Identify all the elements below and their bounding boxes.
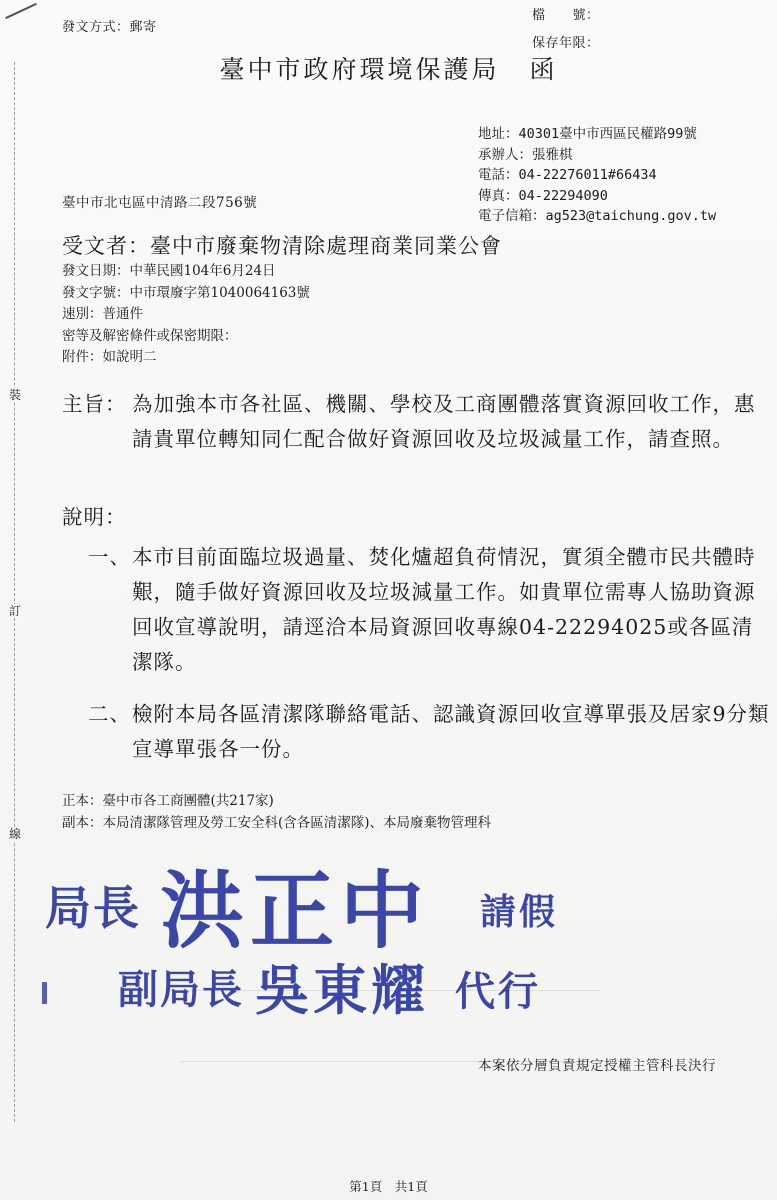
binding-line bbox=[14, 62, 15, 1122]
explanation-item-1-text: 本市目前面臨垃圾過量、焚化爐超負荷情況，實須全體市民共體時艱，隨手做好資源回收及垃圾減量工作。如貴單位需專人協助資源回收宣導說明，請逕洽本局資源回收專線04-22294025或各區清潔隊。 bbox=[132, 545, 756, 674]
contact-fax: 傳真：04-22294090 bbox=[478, 187, 608, 204]
document-title bbox=[0, 50, 777, 86]
stamp-deputy-name: 吳東耀 bbox=[255, 958, 429, 1022]
recipient-address: 臺中市北屯區中清路二段756號 bbox=[62, 195, 258, 211]
binding-mark-zhuang: 裝 bbox=[9, 388, 22, 402]
file-number-label: 檔 號： bbox=[532, 8, 600, 23]
recipient: 受文者：臺中市廢棄物清除處理商業同業公會 bbox=[62, 234, 502, 258]
stamp-deputy-title: 副局長 bbox=[118, 966, 244, 1013]
ink-mark bbox=[42, 982, 47, 1004]
meta-block bbox=[62, 261, 310, 369]
binding-mark-ding: 訂 bbox=[9, 604, 22, 618]
explanation-label: 說明： bbox=[62, 505, 127, 529]
attachment: 附件：如說明二 bbox=[62, 349, 157, 365]
subject-label: 主旨： bbox=[62, 392, 127, 416]
retention-label: 保存年限： bbox=[532, 36, 600, 51]
explanation-item-2-text: 檢附本局各區清潔隊聯絡電話、認識資源回收宣導單張及居家9分類宣導單張各一份。 bbox=[132, 702, 770, 761]
send-method: 發文方式：郵寄 bbox=[62, 20, 157, 35]
contact-phone: 電話：04-22276011#66434 bbox=[478, 167, 657, 183]
contact-handler: 承辦人：張雅棋 bbox=[478, 146, 573, 163]
secrecy-level: 密等及解密條件或保密期限： bbox=[62, 327, 238, 344]
subject-text: 為加強本市各社區、機關、學校及工商團體落實資源回收工作，惠請貴單位轉知同仁配合做好資源回收及垃圾減量工作，請查照。 bbox=[132, 392, 756, 451]
stamp-director-title: 局長 bbox=[45, 881, 141, 935]
contact-email: 電子信箱：ag523@taichung.gov.tw bbox=[478, 208, 717, 224]
document-type: 函 bbox=[529, 55, 558, 84]
signature-stamp bbox=[40, 840, 600, 1030]
page-number: 第1頁 共1頁 bbox=[349, 1179, 428, 1194]
explanation-item-1-number: 一、 bbox=[88, 545, 131, 569]
copy-recipients: 副本：本局清潔隊管理及勞工安全科(含各區清潔隊)、本局廢棄物管理科 bbox=[62, 814, 492, 831]
delegation-note: 本案依分層負責規定授權主管科長決行 bbox=[478, 1058, 716, 1074]
stamp-leave-note: 請假 bbox=[480, 891, 559, 933]
contact-block bbox=[478, 124, 716, 227]
issue-date: 發文日期：中華民國104年6月24日 bbox=[62, 263, 276, 279]
document-number: 發文字號：中市環廢字第1040064163號 bbox=[62, 284, 310, 301]
stamp-acting-note: 代行 bbox=[455, 968, 541, 1015]
issuing-agency: 臺中市政府環境保護局 bbox=[219, 55, 500, 84]
stamp-director-name: 洪正中 bbox=[160, 861, 431, 960]
corner-mark bbox=[5, 3, 37, 19]
contact-address: 地址：40301臺中市西區民權路99號 bbox=[478, 126, 697, 142]
original-recipients: 正本：臺中市各工商團體(共217家) bbox=[62, 793, 274, 809]
explanation-item-2-number: 二、 bbox=[88, 702, 131, 726]
binding-mark-xian: 線 bbox=[9, 827, 22, 841]
distribution-block bbox=[62, 791, 491, 834]
speed-class: 速別：普通件 bbox=[62, 306, 143, 322]
